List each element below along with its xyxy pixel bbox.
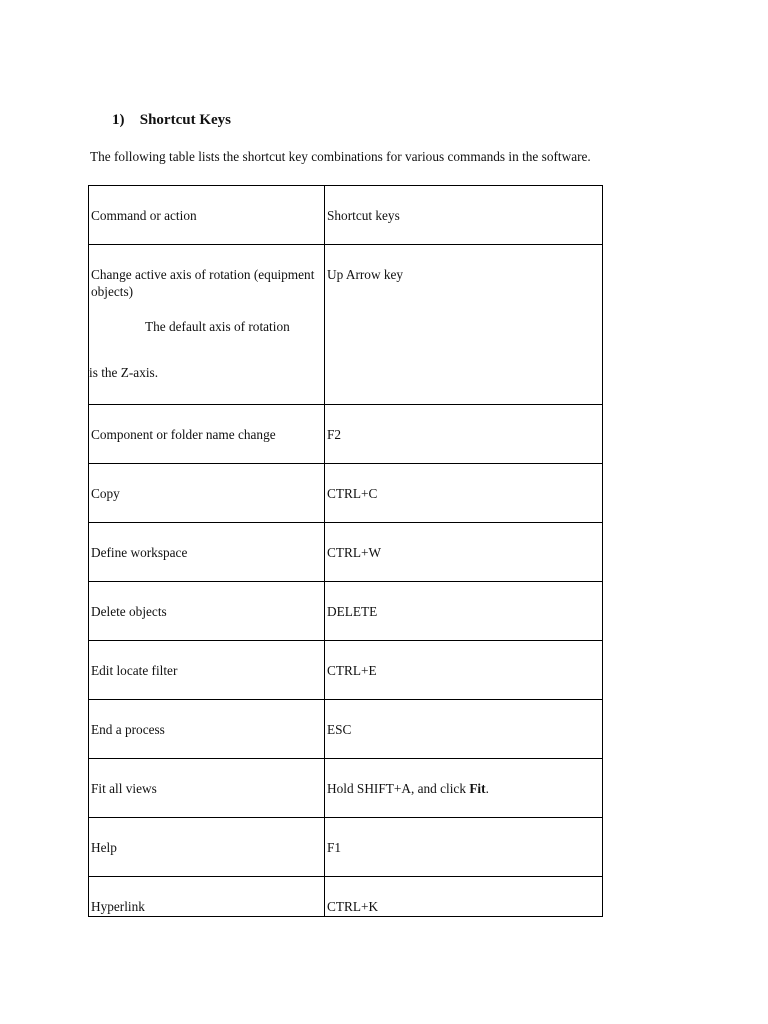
table-row [89, 245, 603, 405]
shortcut-cell [325, 759, 603, 818]
command-cell [89, 245, 325, 405]
command-cell: End a process [89, 700, 325, 759]
shortcut-cell: ESC [325, 700, 603, 759]
shortcut-cell: CTRL+E [325, 641, 603, 700]
table-row [89, 641, 603, 700]
intro-paragraph: The following table lists the shortcut key combinations for various commands in the software. [90, 149, 591, 164]
command-cell: Define workspace [89, 523, 325, 582]
command-cell: Delete objects [89, 582, 325, 641]
shortcut-cell: DELETE [325, 582, 603, 641]
table-row [89, 759, 603, 818]
shortcut-cell: F1 [325, 818, 603, 877]
table-row [89, 523, 603, 582]
section-title: Shortcut Keys [139, 112, 231, 128]
command-note-line-1: The default axis of rotation [145, 319, 290, 334]
section-heading [112, 112, 231, 129]
header-shortcut: Shortcut keys [325, 186, 603, 245]
shortcut-cell: CTRL+C [325, 464, 603, 523]
header-command: Command or action [89, 186, 325, 245]
command-cell: Copy [89, 464, 325, 523]
table-row [89, 464, 603, 523]
table-header-row [89, 186, 603, 245]
table-row [89, 700, 603, 759]
table-row [89, 818, 603, 877]
shortcut-cell: CTRL+K [325, 877, 603, 917]
command-cell: Help [89, 818, 325, 877]
command-note-line-2: is the Z-axis. [89, 365, 159, 380]
table-row [89, 582, 603, 641]
shortcut-cell: Up Arrow key [325, 245, 603, 405]
shortcut-period: . [485, 781, 489, 796]
fit-command-bold: Fit [469, 781, 486, 796]
shortcut-cell: F2 [325, 405, 603, 464]
shortcut-text: Hold SHIFT+A, and click [327, 781, 470, 796]
command-cell: Component or folder name change [89, 405, 325, 464]
table-row [89, 405, 603, 464]
shortcut-table [88, 185, 603, 917]
command-cell: Edit locate filter [89, 641, 325, 700]
section-number: 1) [112, 112, 125, 128]
shortcut-cell: CTRL+W [325, 523, 603, 582]
command-text: Change active axis of rotation (equipment objects) [91, 267, 315, 299]
command-cell: Fit all views [89, 759, 325, 818]
command-cell: Hyperlink [89, 877, 325, 917]
table-row [89, 877, 603, 917]
